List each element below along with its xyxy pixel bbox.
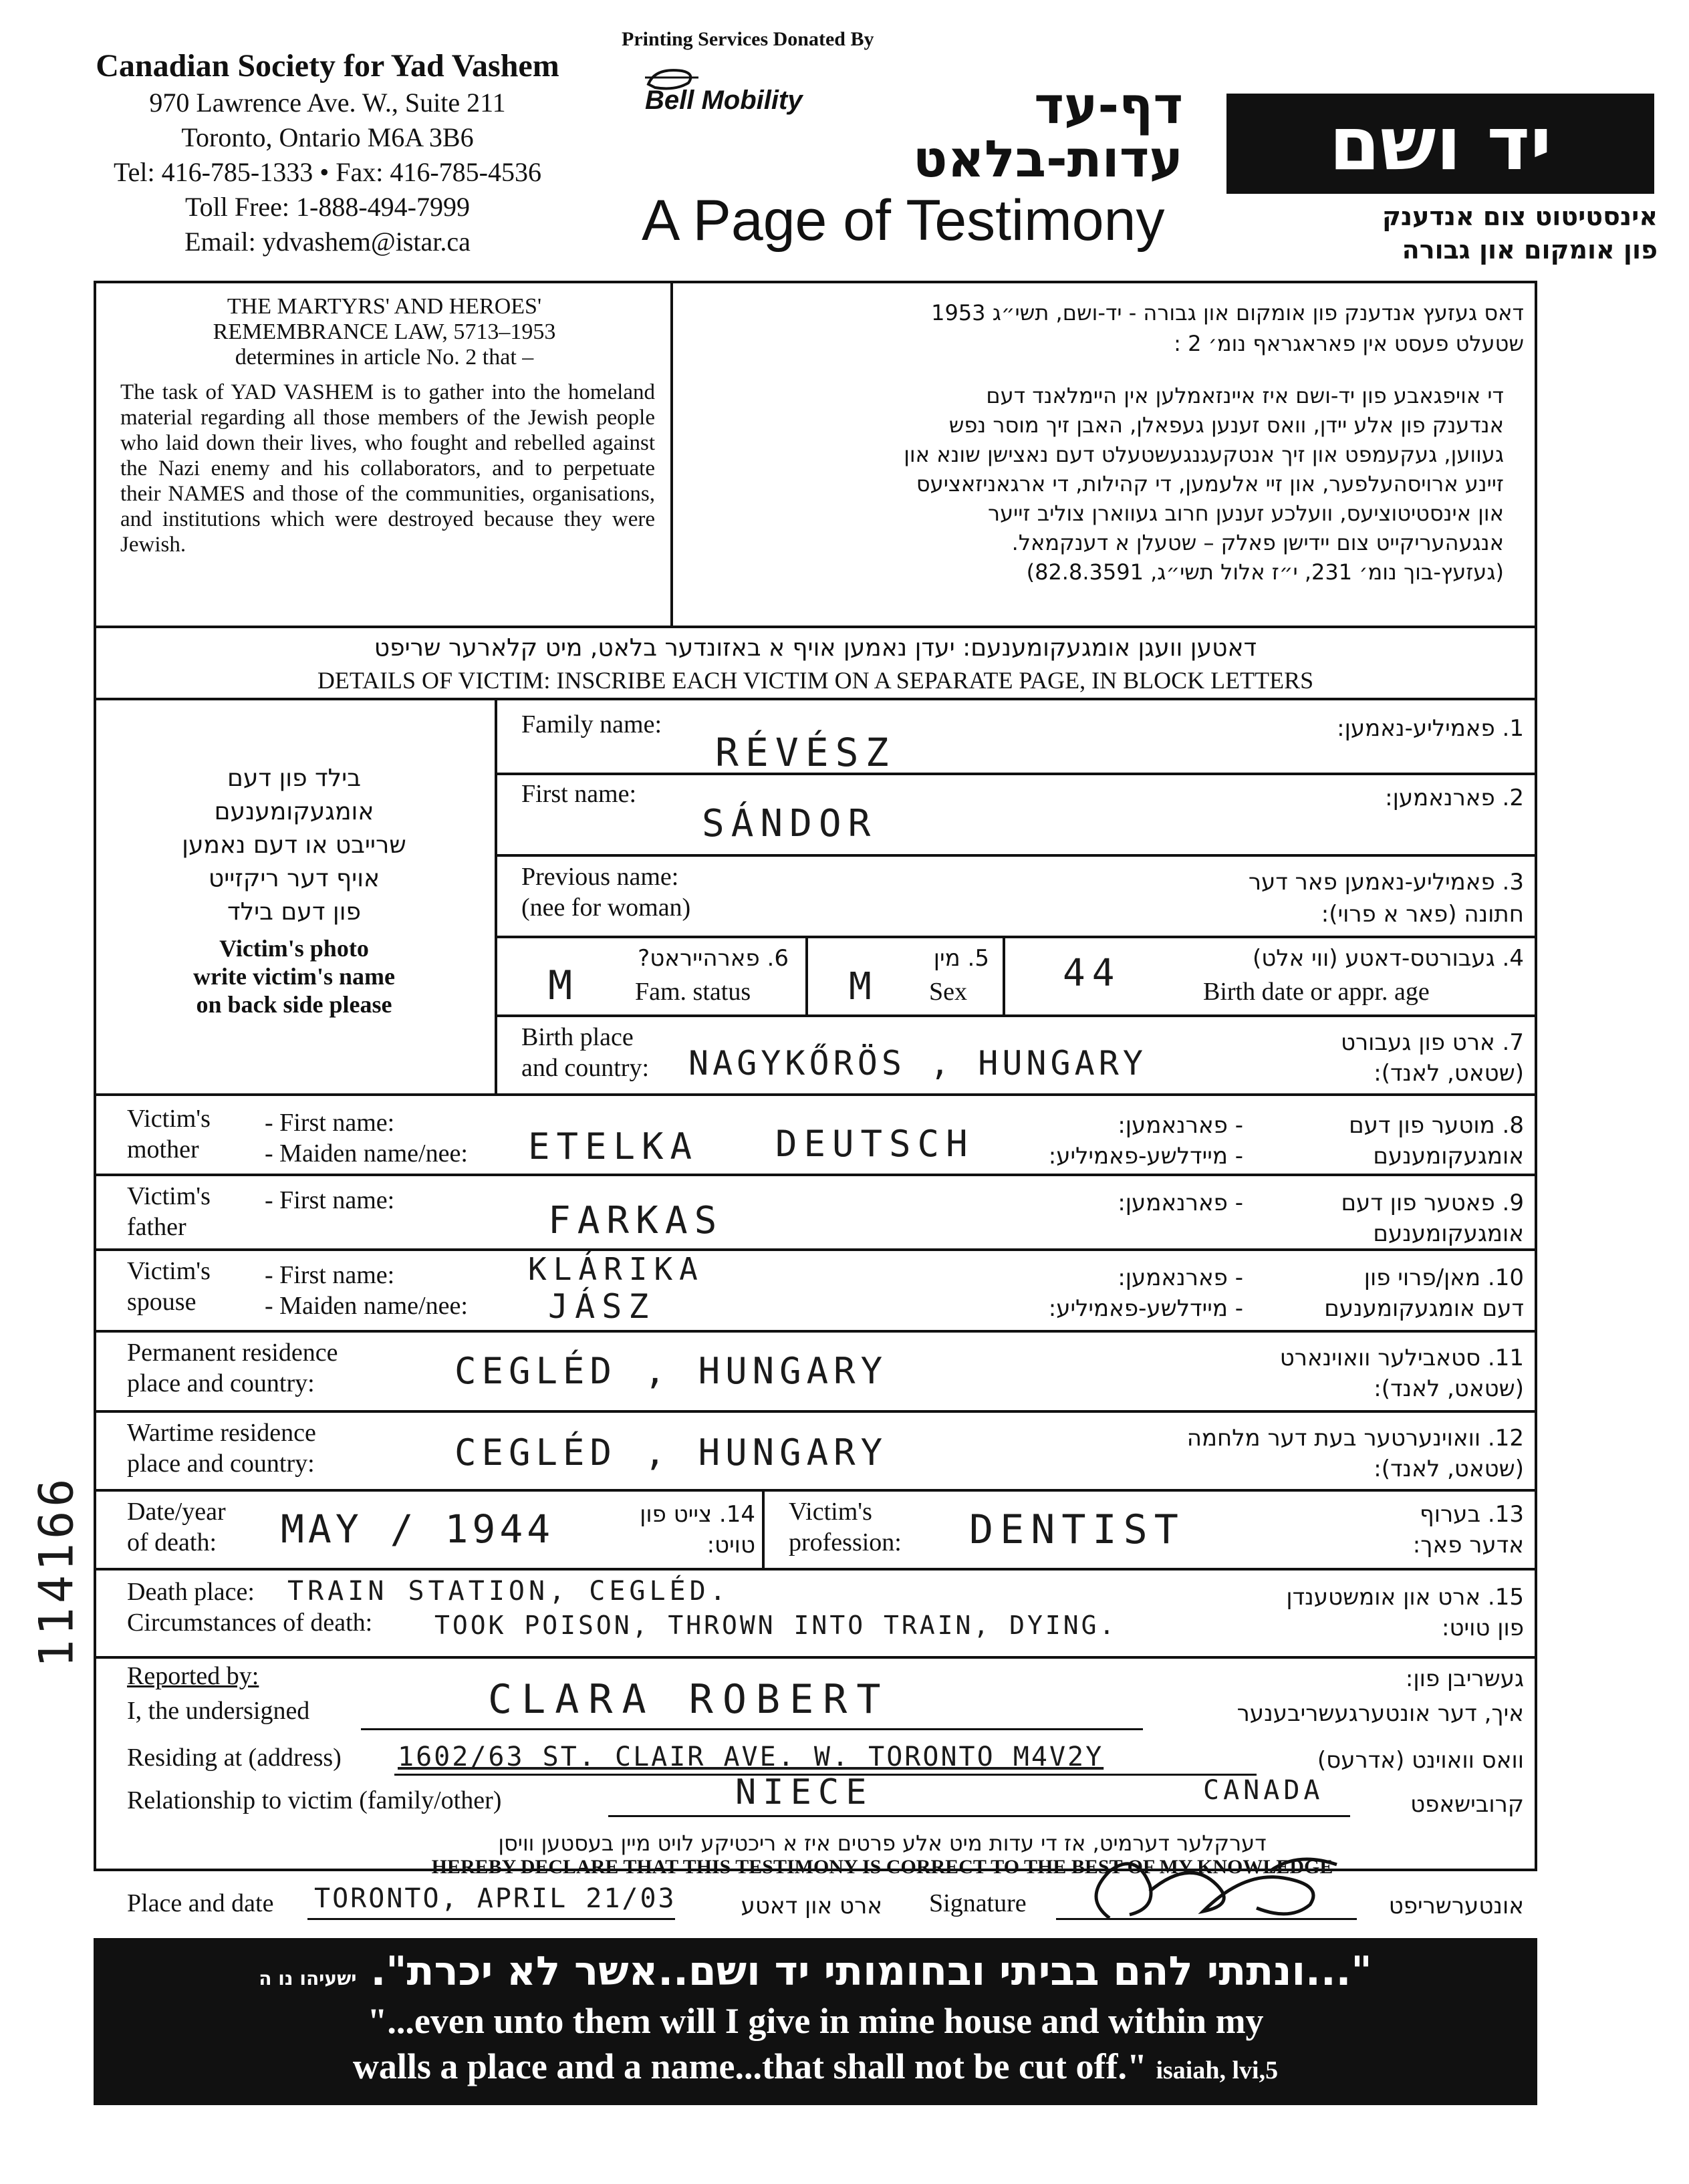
photo-heb: [107, 762, 481, 929]
sponsor-name: Bell Mobility: [645, 86, 803, 115]
mother-who-2: mother: [127, 1135, 199, 1164]
org-tollfree: Toll Free: 1-888-494-7999: [184, 192, 470, 222]
photo-caption-line: on back side please: [196, 991, 392, 1018]
spouse-maiden-label: - Maiden name/nee:: [265, 1292, 468, 1320]
profession-label-1: Victim's: [789, 1498, 872, 1526]
death-place-value[interactable]: TRAIN STATION, CEGLÉD.: [287, 1576, 730, 1607]
mother-first-label: - First name:: [265, 1109, 395, 1137]
spouse-maiden-heb: - מיידלשע-פאמיליע:: [1048, 1295, 1243, 1322]
profession-label-2: profession:: [789, 1528, 902, 1556]
fam-status-heb: 6. פארהייראט?: [638, 945, 789, 972]
footer-ref: isaiah, lvi,5: [1156, 2056, 1279, 2084]
death-place-label: Death place:: [127, 1578, 255, 1606]
reported-by-label: Reported by:: [127, 1662, 259, 1690]
permanent-residence-value[interactable]: CEGLÉD , HUNGARY: [454, 1350, 888, 1392]
wartime-residence-heb-2: (שטאט, לאנד):: [1374, 1456, 1524, 1482]
law-body: The task of YAD VASHEM is to gather into the homeland material regarding all those members of the Jewish people who laid down their lives, who fought and rebelled against the Nazi enemy and his collaborators, and to perpetuate their NAMES and those of the communities, organisations, and institutions which were destroyed because they were Jewish.: [120, 380, 655, 557]
org-name: Canadian Society for Yad Vashem: [96, 48, 559, 84]
father-who-2: father: [127, 1213, 186, 1241]
mother-first-heb: - פארנאמען:: [1118, 1112, 1243, 1139]
death-place-heb-1: 15. ארט און אומשטענדן: [1286, 1584, 1524, 1611]
relationship-heb: קרובישאפט: [1410, 1791, 1524, 1818]
father-heb-2: אומגעקומענעם: [1373, 1220, 1524, 1247]
residing-label: Residing at (address): [127, 1744, 342, 1772]
law-heb-line: (געזעץ-בוך נומ׳ 231, י״ז אלול תשי״ג, 82.8.3591): [1026, 559, 1504, 585]
org-address-block: [40, 47, 615, 259]
residing-heb: וואס וואוינט (אדרעס): [1317, 1747, 1524, 1774]
spouse-first-value[interactable]: KLÁRIKA: [528, 1251, 704, 1287]
relationship-label: Relationship to victim (family/other): [127, 1786, 502, 1814]
law-heb-line: אנדענק פון אלע יידן, וואס זענען געפאלן, האבן זיך מוסר נפש: [948, 412, 1504, 438]
signature-label: Signature: [929, 1889, 1027, 1917]
fam-status-label: Fam. status: [635, 978, 751, 1006]
father-first-value[interactable]: FARKAS: [548, 1199, 724, 1242]
birth-place-value[interactable]: NAGYKŐRÖS , HUNGARY: [688, 1044, 1147, 1083]
family-name-label: Family name:: [521, 710, 662, 738]
mother-maiden-value[interactable]: DEUTSCH: [775, 1123, 975, 1165]
spouse-maiden-value[interactable]: JÁSZ: [548, 1287, 656, 1326]
father-first-label: - First name:: [265, 1186, 395, 1214]
page-title: A Page of Testimony: [642, 188, 1165, 253]
reporter-name-value[interactable]: CLARA ROBERT: [488, 1676, 890, 1723]
footer-verse: [120, 1998, 1511, 2093]
spouse-first-label: - First name:: [265, 1261, 395, 1289]
reporter-address-country[interactable]: CANADA: [1203, 1775, 1324, 1806]
photo-heb-line: אומגעקומענעם: [214, 798, 374, 825]
law-heb-body: [695, 381, 1504, 587]
photo-heb-line: בילד פון דעם: [227, 765, 362, 792]
yiddish-title-2: עדות-בלאט: [912, 129, 1183, 188]
father-heb-1: 9. פאטער פון דעם: [1341, 1190, 1524, 1216]
mother-who-1: Victim's: [127, 1105, 211, 1133]
reported-by-heb: געשריבן פון:: [1405, 1665, 1524, 1692]
death-circumstances-value[interactable]: TOOK POISON, THROWN INTO TRAIN, DYING.: [434, 1611, 1118, 1640]
birth-place-heb-1: 7. ארט פון געבורט: [1340, 1029, 1524, 1056]
reporter-address-value[interactable]: 1602/63 ST. CLAIR AVE. W. TORONTO M4V2Y: [398, 1742, 1104, 1772]
yad-vashem-logo: יד ושם: [1226, 94, 1654, 194]
spouse-who-2: spouse: [127, 1288, 197, 1316]
father-first-heb: - פארנאמען:: [1118, 1190, 1243, 1216]
birth-country-label: and country:: [521, 1054, 650, 1082]
details-heb: דאטען וועגן אומגעקומענעם: יעדן נאמען אויף א באזונדער בלאט, מיט קלארער שריפט: [374, 634, 1257, 662]
law-heb-line: די אויפגאבע פון יד-ושם איז איינזאמלען אין היימלאנד דעם: [986, 383, 1504, 408]
law-title-1: THE MARTYRS' AND HEROES': [227, 294, 542, 319]
birth-date-label: Birth date or appr. age: [1203, 978, 1430, 1006]
death-date-label-2: of death:: [127, 1528, 217, 1556]
wartime-residence-value[interactable]: CEGLÉD , HUNGARY: [454, 1431, 888, 1474]
photo-heb-line: אויף דער ריקזייט: [208, 865, 380, 892]
law-title-3: determines in article No. 2 that –: [235, 345, 534, 370]
family-name-heb: 1. פאמיליע-נאמען:: [1337, 715, 1524, 742]
law-heb-line: און אינסטיטוציעס, וועלכע זענען חרוב געווארן צוליב זייער: [988, 501, 1504, 526]
death-place-heb-2: פון טויט:: [1442, 1615, 1524, 1641]
footer-heb-ref: ישעיהו נו ה: [259, 1967, 357, 1990]
org-email: Email: ydvashem@istar.ca: [184, 227, 471, 257]
photo-heb-line: פון דעם בילד: [227, 898, 362, 926]
place-date-value[interactable]: TORONTO, APRIL 21/03: [314, 1883, 676, 1914]
org-address-line2: Toronto, Ontario M6A 3B6: [181, 122, 474, 152]
birth-date-value[interactable]: 44: [1063, 952, 1122, 995]
law-heb-title-1: דאס געזעץ אנדענק פון אומקום און גבורה - יד-ושם, תשי״ג 1953: [931, 300, 1524, 325]
wartime-residence-label-1: Wartime residence: [127, 1419, 316, 1447]
photo-caption-line: write victim's name: [193, 963, 395, 990]
mother-heb-1: 8. מוטער פון דעם: [1349, 1112, 1524, 1139]
details-title: DETAILS OF VICTIM: INSCRIBE EACH VICTIM ON A SEPARATE PAGE, IN BLOCK LETTERS: [317, 667, 1314, 694]
org-phone: Tel: 416-785-1333 • Fax: 416-785-4536: [113, 157, 542, 187]
father-who-1: Victim's: [127, 1182, 211, 1210]
family-name-value[interactable]: RÉVÉSZ: [715, 730, 896, 775]
sex-value[interactable]: M: [849, 965, 878, 1008]
signature-scrawl: [1069, 1845, 1363, 1931]
signature-heb: אונטערשריפט: [1388, 1893, 1524, 1919]
profession-value[interactable]: DENTIST: [969, 1506, 1185, 1553]
institute-line2: פון אומקום און גבורה: [1402, 235, 1658, 265]
first-name-value[interactable]: SÁNDOR: [702, 802, 878, 845]
law-heb-title-2: שטעלט פעסט אין פאראגראף נומ׳ 2 :: [1174, 331, 1524, 356]
first-name-label: First name:: [521, 780, 637, 808]
law-heb-line: אנגעהעריקייט צום יידישן פאלק – שטעלן א דענקמאל.: [1011, 530, 1504, 555]
birth-date-heb: 4. געבורטס-דאטע (ווי אלט): [1252, 945, 1524, 972]
previous-name-heb-1: 3. פאמיליע-נאמען פאר דער: [1248, 869, 1524, 896]
relationship-value[interactable]: NIECE: [735, 1772, 874, 1812]
spouse-who-1: Victim's: [127, 1257, 211, 1285]
permanent-residence-label-2: place and country:: [127, 1369, 315, 1397]
spouse-heb-1: 10. מאן/פרוי פון: [1363, 1264, 1524, 1291]
institute-line1: אינסטיטוט צום אנדענק: [1382, 202, 1658, 231]
law-heb-line: געווען, געקעמפט און זיך אנטקעגנגעשטעלט דעם נאצישן שונא און: [904, 442, 1504, 467]
mother-first-value[interactable]: ETELKA: [528, 1125, 699, 1168]
first-name-heb: 2. פארנאמען:: [1385, 785, 1524, 811]
yiddish-title-1: דף-עד: [1034, 76, 1183, 135]
sex-heb: 5. מין: [933, 945, 989, 972]
fam-status-value[interactable]: M: [548, 962, 579, 1009]
profession-heb-1: 13. בערוף: [1419, 1501, 1524, 1528]
mother-maiden-label: - Maiden name/nee:: [265, 1139, 468, 1168]
footer-line-2: walls a place and a name...that shall not be cut off.": [352, 2046, 1147, 2086]
org-address-line1: 970 Lawrence Ave. W., Suite 211: [149, 88, 506, 118]
sex-label: Sex: [929, 978, 967, 1006]
mother-heb-2: אומגעקומענעם: [1373, 1143, 1524, 1170]
spouse-first-heb: - פארנאמען:: [1118, 1264, 1243, 1291]
permanent-residence-label-1: Permanent residence: [127, 1339, 338, 1367]
declaration-heb: דערקלער דערמיט, אז די עדות מיט אלע פרטים איז א ריכטיקע לויט מיין בעסטען וויסן: [498, 1830, 1267, 1856]
permanent-residence-heb-1: 11. סטאבילער וואוינארט: [1279, 1345, 1524, 1371]
declaration-text: HEREBY DECLARE THAT THIS TESTIMONY IS CORRECT TO THE BEST OF MY KNOWLEDGE: [431, 1856, 1333, 1878]
profession-heb-2: אדער פאך:: [1412, 1532, 1524, 1558]
birth-place-heb-2: (שטאט, לאנד):: [1374, 1060, 1524, 1087]
wartime-residence-heb-1: 12. וואוינערטער בעת דער מלחמה: [1186, 1425, 1524, 1452]
photo-heb-line: שרייבט או דעם נאמען: [182, 831, 406, 859]
death-circumstances-label: Circumstances of death:: [127, 1609, 373, 1637]
mother-maiden-heb: - מיידלשע-פאמיליע:: [1048, 1143, 1243, 1170]
birth-place-label: Birth place: [521, 1023, 634, 1051]
permanent-residence-heb-2: (שטאט, לאנד):: [1374, 1375, 1524, 1402]
photo-caption-line: Victim's photo: [219, 935, 369, 962]
death-date-label-1: Date/year: [127, 1498, 226, 1526]
undersigned-label: I, the undersigned: [127, 1697, 310, 1725]
footer-heb-verse: [120, 1945, 1511, 2006]
death-date-heb-1: 14. צייט פון: [640, 1501, 755, 1528]
death-date-value[interactable]: MAY / 1944: [281, 1506, 555, 1552]
footer-heb-text: "...ונתתי להם בביתי ובחומותי יד ושם..אשר לא יכרת".: [370, 1948, 1372, 1995]
previous-name-label: Previous name:: [521, 863, 679, 891]
margin-record-number: 114166: [29, 1474, 84, 1668]
spouse-heb-2: דעם אומגעקומענעם: [1324, 1295, 1524, 1322]
law-title-block: [107, 294, 662, 370]
undersigned-heb: איך, דער אונטערגעשריבענער: [1237, 1700, 1524, 1727]
photo-caption: [107, 934, 481, 1018]
printing-credit: Printing Services Donated By: [622, 28, 874, 50]
place-date-heb: ארט און דאטע: [741, 1893, 882, 1919]
wartime-residence-label-2: place and country:: [127, 1450, 315, 1478]
law-heb-line: זיינע ארויסהעלפער, און זיי אלעמען, די קהילות, די ארגאניזאציעס: [916, 471, 1504, 497]
footer-line-1: "...even unto them will I give in mine house and within my: [367, 2001, 1264, 2041]
law-title-2: REMEMBRANCE LAW, 5713–1953: [213, 319, 556, 344]
death-date-heb-2: טויט:: [706, 1532, 755, 1558]
previous-name-heb-2: חתונה (פאר א פרוי):: [1321, 901, 1524, 928]
nee-label: (nee for woman): [521, 894, 691, 922]
place-date-label: Place and date: [127, 1889, 274, 1917]
